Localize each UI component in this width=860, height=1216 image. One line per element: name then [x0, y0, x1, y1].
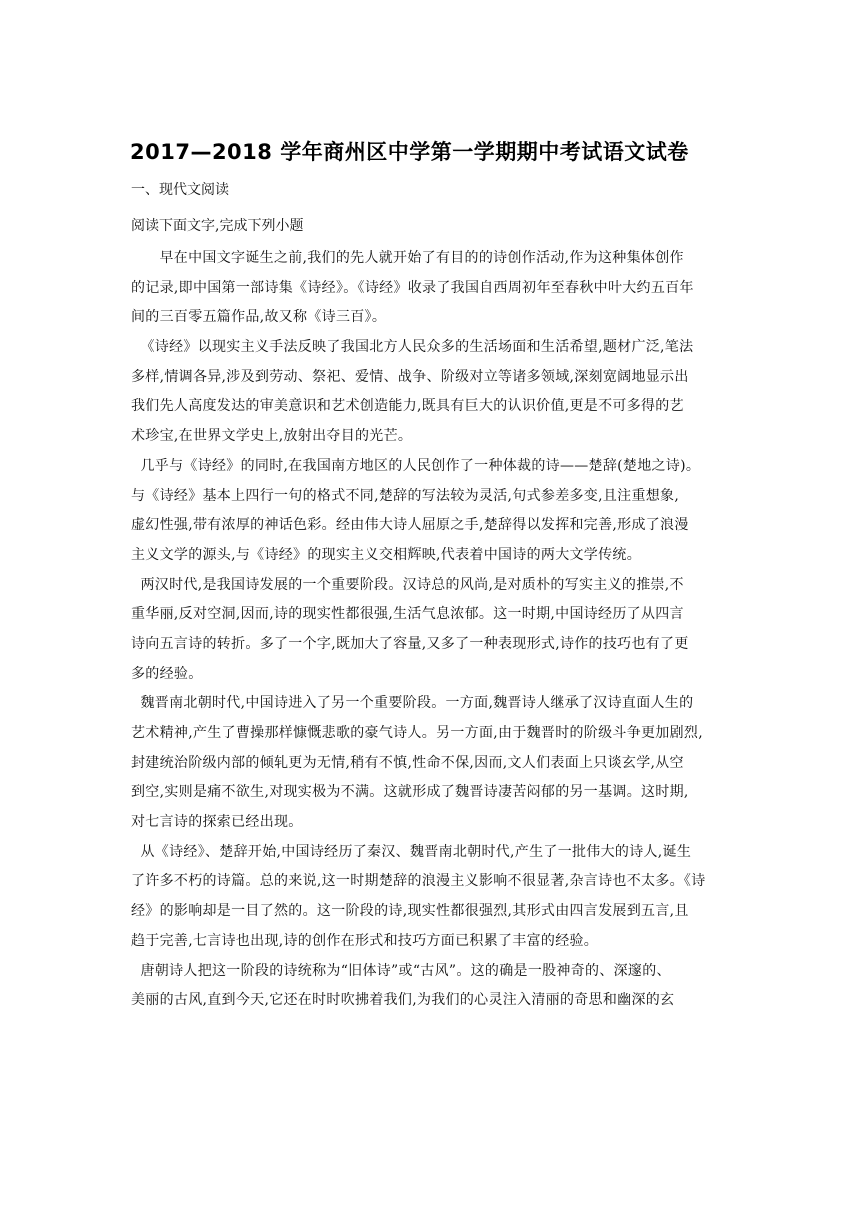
section-heading: 一、现代文阅读	[131, 182, 229, 198]
passage-paragraph	[131, 571, 731, 690]
paragraph-line: 唐朝诗人把这一阶段的诗统称为“旧体诗”或“古风”。这的确是一股神奇的、深邃的、	[131, 962, 671, 979]
passage-body	[131, 244, 731, 1016]
reading-instruction: 阅读下面文字,完成下列小题	[131, 218, 304, 234]
passage-paragraph	[131, 333, 731, 452]
paragraph-line: 与《诗经》基本上四行一句的格式不同,楚辞的写法较为灵活,句式参差多变,且注重想象,	[131, 487, 680, 504]
exam-title: 2017—2018 学年商州区中学第一学期期中考试语文试卷	[130, 140, 689, 164]
passage-paragraph	[131, 452, 731, 571]
paragraph-line: 《诗经》以现实主义手法反映了我国北方人民众多的生活场面和生活希望,题材广泛,笔法	[131, 339, 694, 356]
paragraph-line: 间的三百零五篇作品,故又称《诗三百》。	[131, 309, 387, 326]
paragraph-line: 多的经验。	[131, 665, 203, 682]
paragraph-line: 重华丽,反对空洞,因而,诗的现实性都很强,生活气息浓郁。这一时期,中国诗经历了从四言	[131, 606, 684, 623]
paragraph-line: 诗向五言诗的转折。多了一个字,既加大了容量,又多了一种表现形式,诗作的技巧也有了更	[131, 635, 689, 652]
paragraph-line: 封建统治阶级内部的倾轧更为无情,稍有不慎,性命不保,因而,文人们表面上只谈玄学,从空	[131, 754, 684, 771]
passage-paragraph	[131, 957, 731, 1016]
passage-paragraph	[131, 689, 731, 837]
paragraph-line: 几乎与《诗经》的同时,在我国南方地区的人民创作了一种体裁的诗——楚辞(楚地之诗)。	[131, 457, 701, 474]
passage-paragraph	[131, 838, 731, 957]
paragraph-line: 两汉时代,是我国诗发展的一个重要阶段。汉诗总的风尚,是对质朴的写实主义的推崇,不	[131, 576, 684, 593]
paragraph-line: 魏晋南北朝时代,中国诗进入了另一个重要阶段。一方面,魏晋诗人继承了汉诗直面人生的	[131, 695, 694, 712]
paragraph-line: 美丽的古风,直到今天,它还在时时吹拂着我们,为我们的心灵注入清丽的奇思和幽深的玄	[131, 992, 675, 1009]
paragraph-line: 虚幻性强,带有浓厚的神话色彩。经由伟大诗人屈原之手,楚辞得以发挥和完善,形成了浪漫	[131, 517, 689, 534]
paragraph-line: 对七言诗的探索已经出现。	[131, 814, 303, 831]
paragraph-line: 主义文学的源头,与《诗经》的现实主义交相辉映,代表着中国诗的两大文学传统。	[131, 546, 641, 563]
paragraph-line: 了许多不朽的诗篇。总的来说,这一时期楚辞的浪漫主义影响不很显著,杂言诗也不太多。《诗	[131, 873, 706, 890]
paragraph-line: 多样,情调各异,涉及到劳动、祭祀、爱情、战争、阶级对立等诸多领域,深刻宽阔地显示出	[131, 368, 689, 385]
paragraph-line: 我们先人高度发达的审美意识和艺术创造能力,既具有巨大的认识价值,更是不可多得的艺	[131, 398, 684, 415]
passage-paragraph	[131, 244, 731, 333]
paragraph-line: 的记录,即中国第一部诗集《诗经》。《诗经》收录了我国自西周初年至春秋中叶大约五百年	[131, 279, 694, 296]
paragraph-line: 早在中国文字诞生之前,我们的先人就开始了有目的的诗创作活动,作为这种集体创作	[131, 250, 684, 266]
paragraph-line: 到空,实则是痛不欲生,对现实极为不满。这就形成了魏晋诗凄苦闷郁的另一基调。这时期,	[131, 784, 689, 801]
paragraph-line: 从《诗经》、楚辞开始,中国诗经历了秦汉、魏晋南北朝时代,产生了一批伟大的诗人,诞生	[131, 843, 692, 860]
paragraph-line: 术珍宝,在世界文学史上,放射出夺目的光芒。	[131, 428, 413, 445]
paragraph-line: 趋于完善,七言诗也出现,诗的创作在形式和技巧方面已积累了丰富的经验。	[131, 932, 599, 949]
paragraph-line: 经》的影响却是一目了然的。这一阶段的诗,现实性都很强烈,其形式由四言发展到五言,且	[131, 903, 689, 920]
paragraph-line: 艺术精神,产生了曹操那样慷慨悲歌的豪气诗人。另一方面,由于魏晋时的阶级斗争更加剧烈,	[131, 725, 703, 741]
